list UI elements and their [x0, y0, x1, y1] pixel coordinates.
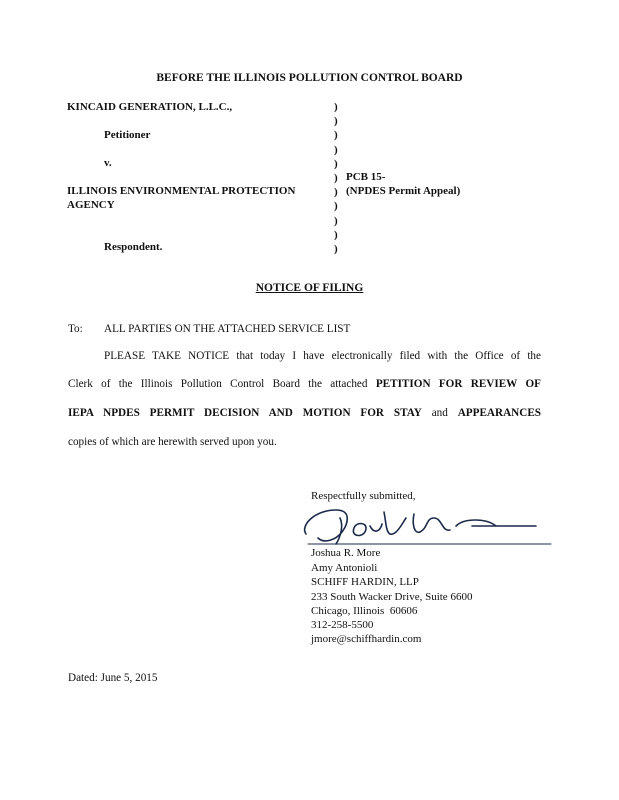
- notice-title: NOTICE OF FILING: [255, 282, 364, 294]
- respondent-name-line2: AGENCY: [67, 199, 115, 211]
- closing: Respectfully submitted,: [311, 490, 416, 502]
- notice-body-line-1: PLEASE TAKE NOTICE that today I have electronically filed with the Office of the: [104, 350, 541, 362]
- handwritten-signature: [296, 504, 556, 550]
- line3-and: and: [431, 407, 448, 419]
- petition-title-part1: PETITION FOR REVIEW OF: [375, 378, 542, 390]
- firm-email: jmore@schiffhardin.com: [311, 633, 422, 645]
- respondent-role: Respondent.: [104, 241, 163, 253]
- firm-address-1: 233 South Wacker Drive, Suite 6600: [311, 591, 473, 603]
- caption-parens: ) ) ) ) ) ) ) ) ) ) ): [334, 101, 338, 256]
- appearances-label: APPEARANCES: [457, 407, 542, 419]
- firm-name: SCHIFF HARDIN, LLP: [311, 576, 419, 588]
- case-type: (NPDES Permit Appeal): [346, 185, 461, 197]
- firm-phone: 312-258-5500: [311, 619, 374, 631]
- petition-title-part2: IEPA NPDES PERMIT DECISION AND MOTION FOR STAY: [68, 407, 422, 419]
- line2-text: Clerk of the Illinois Pollution Control Board the attached: [68, 378, 368, 390]
- notice-body-line-3: [68, 407, 541, 419]
- to-label: To:: [68, 323, 83, 335]
- signer-name-2: Amy Antonioli: [311, 562, 378, 574]
- respondent-name-line1: ILLINOIS ENVIRONMENTAL PROTECTION: [67, 185, 296, 197]
- notice-body-line-2: [68, 378, 541, 390]
- petitioner-name: KINCAID GENERATION, L.L.C.,: [67, 101, 233, 113]
- notice-body-line-4: copies of which are herewith served upon you.: [68, 436, 277, 448]
- firm-address-2: Chicago, Illinois 60606: [311, 605, 418, 617]
- petitioner-role: Petitioner: [104, 129, 151, 141]
- dated-line: Dated: June 5, 2015: [68, 672, 158, 684]
- versus-label: v.: [104, 157, 112, 169]
- to-text: ALL PARTIES ON THE ATTACHED SERVICE LIST: [104, 323, 351, 335]
- signer-name-1: Joshua R. More: [311, 547, 381, 559]
- case-number: PCB 15-: [346, 171, 386, 183]
- court-header: BEFORE THE ILLINOIS POLLUTION CONTROL BOARD: [156, 72, 463, 84]
